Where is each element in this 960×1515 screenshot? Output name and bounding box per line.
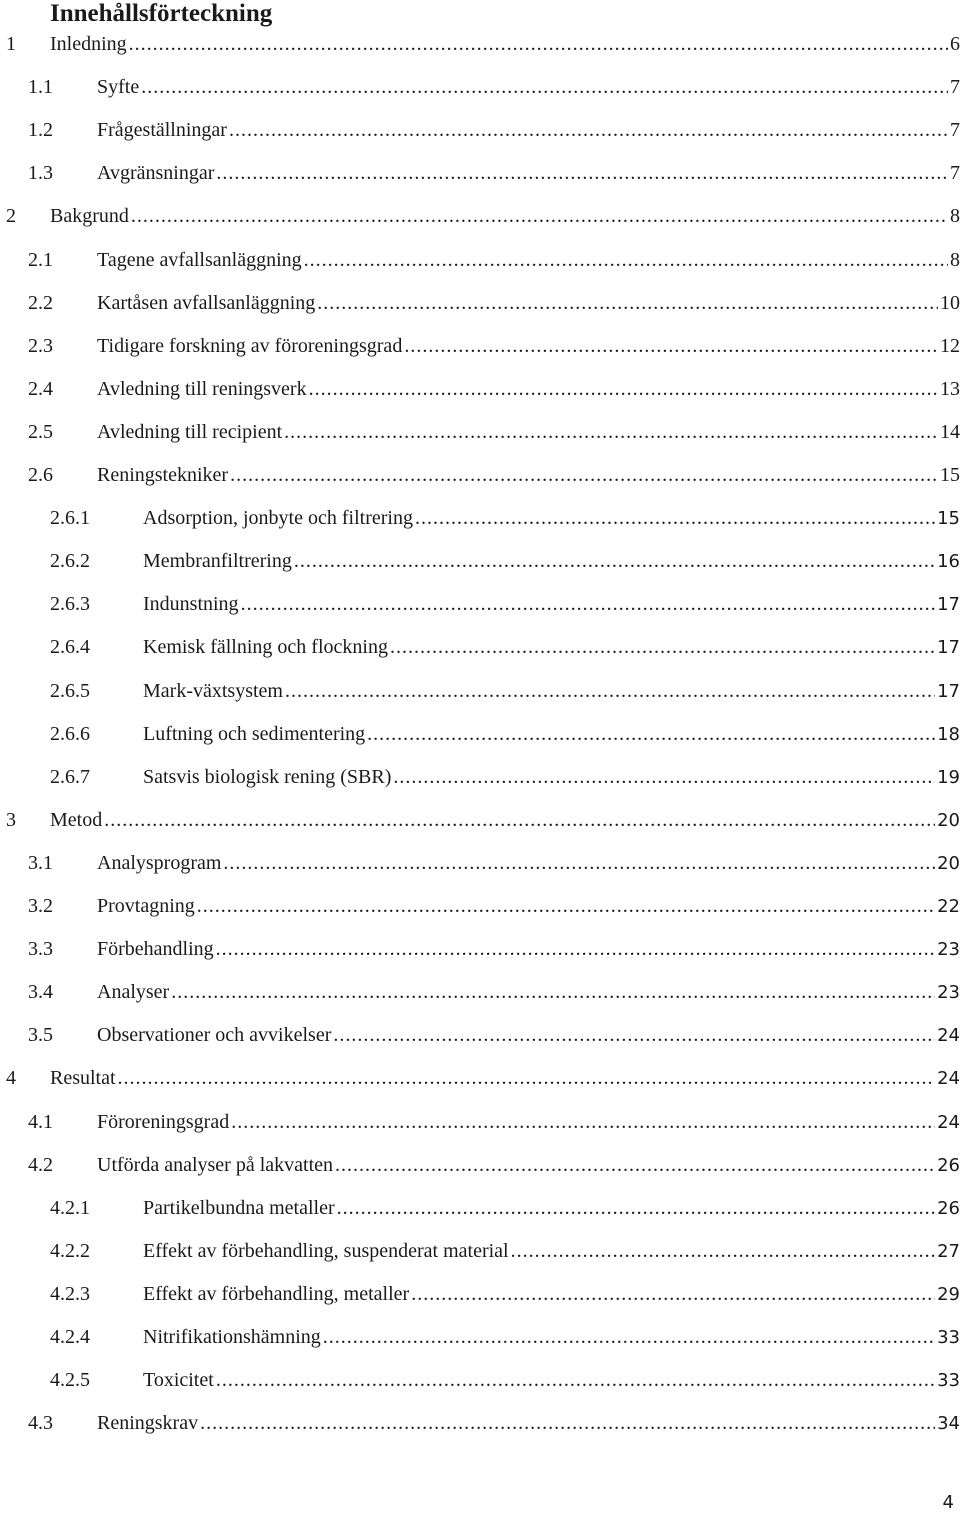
toc-entry-line[interactable]	[50, 809, 960, 832]
toc-leader-dots	[390, 636, 935, 659]
toc-entry[interactable]	[0, 670, 960, 713]
toc-entry-page[interactable]: 17	[937, 637, 960, 659]
toc-entry[interactable]	[0, 885, 960, 928]
toc-entry-line[interactable]	[143, 723, 960, 746]
toc-entry-number: 4.1	[28, 1110, 53, 1133]
toc-leader-dots	[285, 680, 935, 703]
toc-entry-label[interactable]: Tagene avfallsanläggning	[97, 248, 302, 271]
toc-entry-page[interactable]: 8	[950, 248, 960, 271]
toc-entry[interactable]	[0, 152, 960, 195]
toc-leader-dots	[141, 76, 948, 99]
toc-entry-number: 1.1	[28, 76, 53, 99]
toc-entry-line[interactable]	[97, 1412, 960, 1435]
toc-entry-line[interactable]	[143, 636, 960, 659]
toc-entry[interactable]	[0, 282, 960, 325]
toc-leader-dots	[335, 1154, 935, 1177]
toc-entry-page[interactable]: 10	[940, 291, 960, 314]
toc-entry[interactable]	[0, 928, 960, 971]
toc-leader-dots	[216, 162, 948, 185]
toc-entry-label[interactable]: Indunstning	[143, 593, 239, 616]
toc-entry[interactable]	[0, 971, 960, 1014]
toc-entry-page[interactable]: 33	[937, 1370, 960, 1392]
toc-entry-label[interactable]: Avledning till recipient	[97, 420, 283, 443]
toc-entry-number: 2.3	[28, 334, 53, 357]
toc-entry-line[interactable]	[50, 205, 960, 228]
toc-entry-page[interactable]: 23	[937, 939, 960, 961]
toc-leader-dots	[404, 335, 938, 358]
toc-entry-page[interactable]: 33	[937, 1327, 960, 1348]
toc-entry-line[interactable]	[143, 1369, 960, 1392]
toc-entry-page[interactable]: 8	[950, 205, 960, 228]
toc-entry-number: 3.4	[28, 981, 53, 1004]
toc-entry-label[interactable]: Luftning och sedimentering	[143, 722, 366, 745]
toc-entry-line[interactable]	[97, 292, 960, 315]
toc-leader-dots	[411, 1283, 935, 1306]
toc-entry-number: 3.3	[28, 938, 53, 961]
toc-entry-line[interactable]	[143, 1197, 960, 1220]
toc-entry-label[interactable]: Analyser	[97, 981, 170, 1004]
toc-entry[interactable]	[0, 1402, 960, 1445]
toc-leader-dots	[230, 464, 938, 487]
toc-leader-dots	[118, 1067, 936, 1090]
toc-entry-line[interactable]	[97, 76, 960, 99]
toc-entry-label[interactable]: Avledning till reningsverk	[97, 377, 307, 400]
toc-entry-number: 4.2.2	[50, 1239, 90, 1262]
toc-entry-page[interactable]: 13	[940, 377, 960, 400]
toc-entry-label[interactable]: Satsvis biologisk rening (SBR)	[143, 765, 392, 788]
toc-entry-page[interactable]: 14	[940, 420, 960, 443]
toc-entry-line[interactable]	[143, 550, 960, 573]
toc-entry-line[interactable]	[143, 1283, 960, 1306]
toc-entry-number: 3.2	[28, 895, 53, 917]
toc-entry[interactable]	[0, 540, 960, 583]
toc-entry-line[interactable]	[97, 464, 960, 487]
toc-entry-number: 2	[6, 205, 16, 228]
toc-entry[interactable]	[0, 1316, 960, 1359]
toc-entry-line[interactable]	[97, 938, 960, 961]
toc-entry[interactable]	[0, 583, 960, 626]
toc-leader-dots	[131, 205, 948, 228]
toc-leader-dots	[393, 766, 935, 789]
toc-leader-dots	[223, 852, 935, 875]
toc-entry-number: 4.3	[28, 1412, 53, 1435]
toc-entry-label[interactable]: Resultat	[50, 1067, 116, 1090]
toc-entry-page[interactable]: 15	[937, 508, 960, 530]
toc-entry-line[interactable]	[143, 1240, 960, 1263]
toc-entry-page[interactable]: 7	[950, 162, 960, 185]
toc-entry-page[interactable]: 7	[950, 119, 960, 142]
toc-entry-number: 2.6.3	[50, 593, 90, 616]
toc-entry-page[interactable]: 26	[937, 1197, 960, 1219]
toc-entry-label[interactable]: Metod	[50, 808, 103, 831]
toc-entry-line[interactable]	[143, 507, 960, 530]
toc-entry-line[interactable]	[50, 1067, 960, 1090]
toc-entry-line[interactable]	[97, 421, 960, 444]
toc-entry[interactable]	[0, 1230, 960, 1273]
toc-leader-dots	[216, 938, 935, 961]
toc-entry[interactable]	[0, 626, 960, 669]
toc-entry-number: 3.5	[28, 1024, 53, 1047]
page-number: 4	[942, 1492, 954, 1513]
toc-leader-dots	[200, 1412, 935, 1435]
toc-entry-line[interactable]	[97, 1154, 960, 1177]
toc-leader-dots	[231, 1111, 935, 1134]
toc-entry-page[interactable]: 12	[940, 334, 960, 357]
toc-entry-label[interactable]: Föroreningsgrad	[97, 1110, 230, 1133]
toc-entry-label[interactable]: Avgränsningar	[97, 162, 215, 185]
toc-entry-line[interactable]	[97, 1024, 960, 1047]
toc-entry-page[interactable]: 20	[937, 852, 960, 874]
toc-entry-page[interactable]: 27	[937, 1240, 960, 1262]
toc-entry-number: 2.2	[28, 291, 53, 314]
toc-entry-number: 4.2.5	[50, 1369, 90, 1392]
toc-entry-number: 1.2	[28, 119, 53, 142]
toc-entry[interactable]	[0, 411, 960, 454]
toc-entry-page[interactable]: 17	[937, 594, 960, 616]
toc-entry-label[interactable]: Partikelbundna metaller	[143, 1196, 335, 1219]
toc-entry-label[interactable]: Membranfiltrering	[143, 550, 292, 573]
toc-entry[interactable]	[0, 756, 960, 799]
toc-entry-line[interactable]	[97, 249, 960, 272]
toc-leader-dots	[241, 593, 936, 616]
toc-entry-number: 4.2	[28, 1153, 53, 1176]
toc-entry[interactable]	[0, 1187, 960, 1230]
toc-entry-number: 2.6.7	[50, 765, 90, 788]
toc-entry[interactable]	[0, 23, 960, 66]
toc-entry-page[interactable]: 29	[937, 1283, 960, 1305]
toc-entry-number: 4.2.1	[50, 1196, 90, 1219]
toc-entry[interactable]	[0, 109, 960, 152]
toc-entry[interactable]	[0, 195, 960, 238]
toc-entry-number: 4.2.4	[50, 1326, 90, 1348]
toc-leader-dots	[197, 895, 935, 918]
toc-entry-number: 3.1	[28, 851, 53, 874]
toc-entry-page[interactable]: 24	[937, 1111, 960, 1133]
toc-entry-label[interactable]: Utförda analyser på lakvatten	[97, 1153, 334, 1176]
toc-entry-number: 3	[6, 808, 16, 831]
toc-leader-dots	[284, 421, 938, 444]
toc-leader-dots	[323, 1326, 935, 1349]
toc-entry-label[interactable]: Frågeställningar	[97, 119, 227, 142]
toc-entry-page[interactable]: 18	[937, 723, 960, 745]
toc-entry-page[interactable]: 19	[937, 766, 960, 788]
toc-leader-dots	[171, 981, 935, 1004]
toc-entry-line[interactable]	[143, 1326, 960, 1349]
toc-entry[interactable]	[0, 1359, 960, 1402]
toc-entry-line[interactable]	[97, 162, 960, 185]
toc-entry-number: 2.5	[28, 420, 53, 443]
toc-entry-page[interactable]: 34	[937, 1413, 960, 1435]
toc-entry-number: 1.3	[28, 162, 53, 185]
toc-entry-number: 1	[6, 33, 16, 55]
toc-entry[interactable]	[0, 1144, 960, 1187]
toc-entry-number: 2.6.6	[50, 722, 90, 745]
toc-entry-page[interactable]: 26	[937, 1154, 960, 1176]
toc-entry-label[interactable]: Mark-växtsystem	[143, 679, 283, 702]
toc-entry[interactable]	[0, 713, 960, 756]
toc-entry[interactable]	[0, 66, 960, 109]
toc-entry[interactable]	[0, 799, 960, 842]
toc-entry[interactable]	[0, 239, 960, 282]
toc-entry-label[interactable]: Syfte	[97, 76, 140, 99]
toc-leader-dots	[309, 378, 938, 401]
toc-entry-page[interactable]: 16	[937, 551, 960, 573]
toc-entry-line[interactable]	[97, 119, 960, 142]
toc-leader-dots	[294, 550, 935, 573]
toc-leader-dots	[317, 292, 938, 315]
toc-entry-line[interactable]	[97, 378, 960, 401]
toc-entry-page[interactable]: 17	[937, 680, 960, 702]
toc-entry-page[interactable]: 15	[940, 464, 960, 486]
toc-entry-page[interactable]: 7	[950, 76, 960, 99]
toc-entry-page[interactable]: 23	[937, 982, 960, 1004]
page-title: Innehållsförteckning	[50, 0, 273, 27]
toc-entry-label[interactable]: Reningskrav	[97, 1412, 199, 1435]
toc-entry-number: 2.6.4	[50, 636, 90, 659]
toc-entry[interactable]	[0, 1273, 960, 1316]
toc-entry[interactable]	[0, 842, 960, 885]
toc-entry-number: 2.1	[28, 248, 53, 271]
toc-entry-label[interactable]: Tidigare forskning av föroreningsgrad	[97, 334, 403, 357]
toc-leader-dots	[304, 249, 948, 272]
toc-entry-number: 4.2.3	[50, 1282, 90, 1305]
toc-leader-dots	[415, 507, 935, 530]
toc-leader-dots	[129, 33, 948, 56]
toc-entry-label[interactable]: Inledning	[50, 33, 127, 55]
toc-entry-label[interactable]: Effekt av förbehandling, metaller	[143, 1282, 410, 1305]
toc-entry-label[interactable]: Analysprogram	[97, 851, 222, 874]
toc-entry[interactable]	[0, 497, 960, 540]
toc-entry-number: 2.4	[28, 377, 53, 400]
toc-entry[interactable]	[0, 454, 960, 497]
toc-entry-page[interactable]: 24	[937, 1025, 960, 1047]
toc-entry-line[interactable]	[97, 335, 960, 358]
toc-entry[interactable]	[0, 325, 960, 368]
toc-entry-number: 4	[6, 1067, 16, 1090]
toc-entry-number: 2.6.5	[50, 679, 90, 702]
toc-entry-line[interactable]	[97, 981, 960, 1004]
toc-entry-label[interactable]: Förbehandling	[97, 938, 214, 961]
toc-entry-number: 2.6.2	[50, 550, 90, 573]
toc-entry[interactable]	[0, 1014, 960, 1057]
toc-entry[interactable]	[0, 1101, 960, 1144]
toc-leader-dots	[367, 723, 935, 746]
toc-entry-line[interactable]	[50, 33, 960, 56]
toc-leader-dots	[229, 119, 948, 142]
toc-entry-line[interactable]	[143, 766, 960, 789]
toc-entry-label[interactable]: Observationer och avvikelser	[97, 1024, 332, 1047]
toc-entry-label[interactable]: Bakgrund	[50, 205, 129, 228]
toc-entry-page[interactable]: 24	[937, 1068, 960, 1090]
toc-entry-label[interactable]: Reningstekniker	[97, 464, 229, 486]
toc-leader-dots	[216, 1369, 935, 1392]
toc-entry-label[interactable]: Kemisk fällning och flockning	[143, 636, 388, 659]
toc-entry-line[interactable]	[143, 593, 960, 616]
toc-entry-line[interactable]	[97, 895, 960, 918]
toc-entry-label[interactable]: Kartåsen avfallsanläggning	[97, 291, 316, 314]
toc-entry-label[interactable]: Adsorption, jonbyte och filtrering	[143, 507, 413, 530]
toc-leader-dots	[337, 1197, 935, 1220]
toc-entry-number: 2.6	[28, 464, 53, 486]
toc-entry-number: 2.6.1	[50, 507, 90, 530]
toc-entry[interactable]	[0, 368, 960, 411]
toc-entry-label[interactable]: Toxicitet	[143, 1369, 214, 1392]
toc-leader-dots	[333, 1024, 935, 1047]
toc-entry-label[interactable]: Effekt av förbehandling, suspenderat material	[143, 1239, 509, 1262]
toc-leader-dots	[104, 809, 935, 832]
toc-entry[interactable]	[0, 1057, 960, 1100]
toc-leader-dots	[511, 1240, 935, 1263]
toc-entry-label[interactable]: Nitrifikationshämning	[143, 1326, 321, 1348]
toc-entry-line[interactable]	[97, 852, 960, 875]
toc-entry-label[interactable]: Provtagning	[97, 895, 195, 917]
toc-entry-page[interactable]: 20	[937, 809, 960, 831]
toc-entry-page[interactable]: 6	[950, 33, 960, 55]
toc-entry-page[interactable]: 22	[937, 896, 960, 917]
toc-entry-line[interactable]	[97, 1111, 960, 1134]
toc-entry-line[interactable]	[143, 680, 960, 703]
